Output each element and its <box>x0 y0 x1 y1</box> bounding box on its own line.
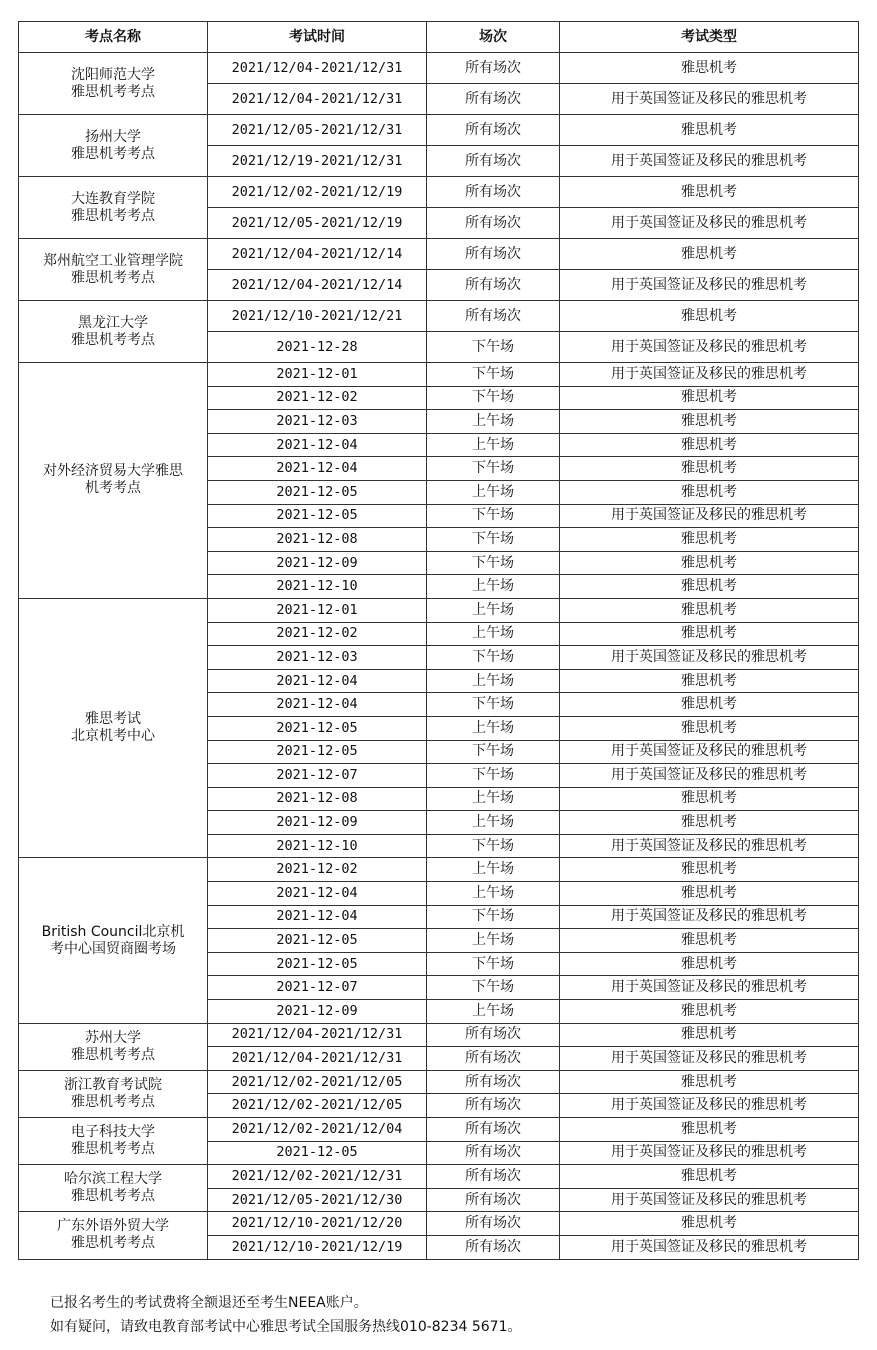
header-session: 场次 <box>427 22 560 53</box>
exam-date-cell: 2021/12/10-2021/12/20 <box>208 1212 427 1236</box>
session-cell: 所有场次 <box>427 1235 560 1259</box>
session-cell: 所有场次 <box>427 1165 560 1189</box>
session-cell: 所有场次 <box>427 1023 560 1047</box>
session-cell: 所有场次 <box>427 239 560 270</box>
exam-date-cell: 2021/12/10-2021/12/21 <box>208 301 427 332</box>
exam-type-cell: 雅思机考 <box>560 301 859 332</box>
exam-date-cell: 2021/12/04-2021/12/31 <box>208 53 427 84</box>
exam-type-cell: 雅思机考 <box>560 669 859 693</box>
exam-type-cell: 雅思机考 <box>560 716 859 740</box>
exam-date-cell: 2021-12-05 <box>208 1141 427 1165</box>
exam-date-cell: 2021-12-10 <box>208 575 427 599</box>
exam-date-cell: 2021-12-28 <box>208 332 427 363</box>
session-cell: 所有场次 <box>427 146 560 177</box>
exam-date-cell: 2021-12-02 <box>208 386 427 410</box>
exam-date-cell: 2021-12-04 <box>208 457 427 481</box>
session-cell: 下午场 <box>427 386 560 410</box>
session-cell: 所有场次 <box>427 208 560 239</box>
exam-date-cell: 2021-12-04 <box>208 433 427 457</box>
exam-date-cell: 2021-12-09 <box>208 551 427 575</box>
session-cell: 上午场 <box>427 480 560 504</box>
exam-type-cell: 雅思机考 <box>560 575 859 599</box>
table-header-row <box>19 22 859 53</box>
exam-date-cell: 2021-12-04 <box>208 669 427 693</box>
exam-date-cell: 2021-12-05 <box>208 480 427 504</box>
session-cell: 所有场次 <box>427 1188 560 1212</box>
exam-date-cell: 2021-12-05 <box>208 952 427 976</box>
venue-name-cell: British Council北京机 考中心国贸商圈考场 <box>19 858 208 1023</box>
exam-type-cell: 用于英国签证及移民的雅思机考 <box>560 332 859 363</box>
exam-type-cell: 雅思机考 <box>560 410 859 434</box>
exam-date-cell: 2021/12/05-2021/12/19 <box>208 208 427 239</box>
exam-type-cell: 用于英国签证及移民的雅思机考 <box>560 976 859 1000</box>
session-cell: 下午场 <box>427 646 560 670</box>
refund-notice: 已报名考生的考试费将全额退还至考生NEEA账户。 <box>50 1295 368 1311</box>
exam-date-cell: 2021-12-09 <box>208 811 427 835</box>
exam-date-cell: 2021/12/05-2021/12/30 <box>208 1188 427 1212</box>
session-cell: 所有场次 <box>427 1118 560 1142</box>
table-row <box>19 1023 859 1047</box>
exam-type-cell: 雅思机考 <box>560 1023 859 1047</box>
exam-type-cell: 雅思机考 <box>560 551 859 575</box>
table-row <box>19 598 859 622</box>
session-cell: 下午场 <box>427 504 560 528</box>
session-cell: 上午场 <box>427 882 560 906</box>
exam-type-cell: 雅思机考 <box>560 1165 859 1189</box>
exam-date-cell: 2021-12-03 <box>208 410 427 434</box>
session-cell: 下午场 <box>427 834 560 858</box>
session-cell: 所有场次 <box>427 1141 560 1165</box>
session-cell: 所有场次 <box>427 270 560 301</box>
hotline-notice: 如有疑问，请致电教育部考试中心雅思考试全国服务热线010-8234 5671。 <box>50 1319 522 1335</box>
table-row <box>19 1070 859 1094</box>
session-cell: 所有场次 <box>427 1070 560 1094</box>
exam-type-cell: 雅思机考 <box>560 622 859 646</box>
venue-name-cell: 哈尔滨工程大学 雅思机考考点 <box>19 1165 208 1212</box>
exam-type-cell: 雅思机考 <box>560 239 859 270</box>
exam-type-cell: 雅思机考 <box>560 457 859 481</box>
exam-type-cell: 雅思机考 <box>560 115 859 146</box>
session-cell: 下午场 <box>427 976 560 1000</box>
exam-date-cell: 2021/12/02-2021/12/05 <box>208 1070 427 1094</box>
session-cell: 所有场次 <box>427 1094 560 1118</box>
table-row <box>19 1165 859 1189</box>
session-cell: 上午场 <box>427 1000 560 1024</box>
session-cell: 下午场 <box>427 952 560 976</box>
session-cell: 上午场 <box>427 787 560 811</box>
exam-type-cell: 用于英国签证及移民的雅思机考 <box>560 905 859 929</box>
session-cell: 所有场次 <box>427 1047 560 1071</box>
venue-name-cell: 广东外语外贸大学 雅思机考考点 <box>19 1212 208 1259</box>
exam-type-cell: 用于英国签证及移民的雅思机考 <box>560 270 859 301</box>
exam-type-cell: 雅思机考 <box>560 433 859 457</box>
exam-type-cell: 雅思机考 <box>560 1212 859 1236</box>
table-row <box>19 1212 859 1236</box>
exam-date-cell: 2021-12-04 <box>208 882 427 906</box>
exam-type-cell: 用于英国签证及移民的雅思机考 <box>560 504 859 528</box>
exam-type-cell: 雅思机考 <box>560 1070 859 1094</box>
session-cell: 所有场次 <box>427 1212 560 1236</box>
header-exam-time: 考试时间 <box>208 22 427 53</box>
exam-date-cell: 2021-12-07 <box>208 976 427 1000</box>
session-cell: 所有场次 <box>427 84 560 115</box>
venue-name-cell: 电子科技大学 雅思机考考点 <box>19 1118 208 1165</box>
exam-date-cell: 2021-12-07 <box>208 764 427 788</box>
exam-type-cell: 用于英国签证及移民的雅思机考 <box>560 740 859 764</box>
exam-date-cell: 2021-12-08 <box>208 528 427 552</box>
table-row <box>19 177 859 208</box>
exam-date-cell: 2021-12-05 <box>208 740 427 764</box>
venue-name-cell: 黑龙江大学 雅思机考考点 <box>19 301 208 363</box>
exam-type-cell: 用于英国签证及移民的雅思机考 <box>560 208 859 239</box>
venue-name-cell: 对外经济贸易大学雅思 机考考点 <box>19 363 208 599</box>
exam-type-cell: 雅思机考 <box>560 177 859 208</box>
exam-type-cell: 雅思机考 <box>560 1118 859 1142</box>
session-cell: 下午场 <box>427 363 560 387</box>
exam-type-cell: 用于英国签证及移民的雅思机考 <box>560 834 859 858</box>
venue-name-cell: 扬州大学 雅思机考考点 <box>19 115 208 177</box>
session-cell: 下午场 <box>427 332 560 363</box>
exam-type-cell: 雅思机考 <box>560 528 859 552</box>
session-cell: 上午场 <box>427 410 560 434</box>
table-row <box>19 1118 859 1142</box>
exam-date-cell: 2021/12/02-2021/12/05 <box>208 1094 427 1118</box>
exam-type-cell: 用于英国签证及移民的雅思机考 <box>560 764 859 788</box>
exam-type-cell: 用于英国签证及移民的雅思机考 <box>560 1141 859 1165</box>
session-cell: 上午场 <box>427 575 560 599</box>
exam-date-cell: 2021/12/04-2021/12/14 <box>208 239 427 270</box>
session-cell: 所有场次 <box>427 53 560 84</box>
exam-type-cell: 雅思机考 <box>560 53 859 84</box>
session-cell: 上午场 <box>427 716 560 740</box>
session-cell: 所有场次 <box>427 115 560 146</box>
exam-schedule-table <box>18 21 859 1260</box>
exam-date-cell: 2021-12-05 <box>208 504 427 528</box>
exam-date-cell: 2021/12/10-2021/12/19 <box>208 1235 427 1259</box>
exam-type-cell: 雅思机考 <box>560 693 859 717</box>
exam-type-cell: 雅思机考 <box>560 386 859 410</box>
exam-date-cell: 2021-12-03 <box>208 646 427 670</box>
venue-name-cell: 苏州大学 雅思机考考点 <box>19 1023 208 1070</box>
venue-name-cell: 浙江教育考试院 雅思机考考点 <box>19 1070 208 1117</box>
exam-type-cell: 用于英国签证及移民的雅思机考 <box>560 146 859 177</box>
exam-type-cell: 用于英国签证及移民的雅思机考 <box>560 1047 859 1071</box>
session-cell: 下午场 <box>427 457 560 481</box>
exam-date-cell: 2021-12-04 <box>208 905 427 929</box>
exam-date-cell: 2021/12/04-2021/12/31 <box>208 84 427 115</box>
venue-name-cell: 大连教育学院 雅思机考考点 <box>19 177 208 239</box>
exam-type-cell: 雅思机考 <box>560 952 859 976</box>
exam-type-cell: 雅思机考 <box>560 787 859 811</box>
exam-date-cell: 2021-12-05 <box>208 929 427 953</box>
session-cell: 上午场 <box>427 811 560 835</box>
exam-date-cell: 2021/12/19-2021/12/31 <box>208 146 427 177</box>
session-cell: 下午场 <box>427 740 560 764</box>
exam-type-cell: 用于英国签证及移民的雅思机考 <box>560 1235 859 1259</box>
session-cell: 上午场 <box>427 929 560 953</box>
exam-date-cell: 2021/12/04-2021/12/14 <box>208 270 427 301</box>
exam-type-cell: 雅思机考 <box>560 811 859 835</box>
exam-date-cell: 2021-12-04 <box>208 693 427 717</box>
exam-type-cell: 用于英国签证及移民的雅思机考 <box>560 646 859 670</box>
table-row <box>19 53 859 84</box>
exam-type-cell: 雅思机考 <box>560 929 859 953</box>
table-row <box>19 239 859 270</box>
session-cell: 上午场 <box>427 669 560 693</box>
exam-type-cell: 用于英国签证及移民的雅思机考 <box>560 1094 859 1118</box>
exam-type-cell: 雅思机考 <box>560 882 859 906</box>
exam-type-cell: 用于英国签证及移民的雅思机考 <box>560 363 859 387</box>
exam-type-cell: 雅思机考 <box>560 480 859 504</box>
exam-date-cell: 2021-12-02 <box>208 622 427 646</box>
exam-date-cell: 2021/12/02-2021/12/19 <box>208 177 427 208</box>
exam-date-cell: 2021-12-09 <box>208 1000 427 1024</box>
session-cell: 上午场 <box>427 622 560 646</box>
exam-date-cell: 2021/12/05-2021/12/31 <box>208 115 427 146</box>
exam-type-cell: 用于英国签证及移民的雅思机考 <box>560 1188 859 1212</box>
header-exam-type: 考试类型 <box>560 22 859 53</box>
session-cell: 所有场次 <box>427 177 560 208</box>
exam-date-cell: 2021/12/02-2021/12/04 <box>208 1118 427 1142</box>
table-row <box>19 858 859 882</box>
exam-date-cell: 2021/12/04-2021/12/31 <box>208 1047 427 1071</box>
venue-name-cell: 郑州航空工业管理学院 雅思机考考点 <box>19 239 208 301</box>
exam-type-cell: 雅思机考 <box>560 1000 859 1024</box>
session-cell: 下午场 <box>427 764 560 788</box>
session-cell: 下午场 <box>427 551 560 575</box>
table-row <box>19 115 859 146</box>
exam-type-cell: 雅思机考 <box>560 858 859 882</box>
table-body <box>19 53 859 1260</box>
header-venue-name: 考点名称 <box>19 22 208 53</box>
exam-date-cell: 2021-12-02 <box>208 858 427 882</box>
session-cell: 下午场 <box>427 528 560 552</box>
session-cell: 下午场 <box>427 905 560 929</box>
session-cell: 下午场 <box>427 693 560 717</box>
exam-date-cell: 2021-12-08 <box>208 787 427 811</box>
session-cell: 上午场 <box>427 433 560 457</box>
table-row <box>19 301 859 332</box>
session-cell: 上午场 <box>427 858 560 882</box>
session-cell: 所有场次 <box>427 301 560 332</box>
exam-date-cell: 2021-12-01 <box>208 363 427 387</box>
exam-date-cell: 2021/12/04-2021/12/31 <box>208 1023 427 1047</box>
exam-date-cell: 2021/12/02-2021/12/31 <box>208 1165 427 1189</box>
venue-name-cell: 沈阳师范大学 雅思机考考点 <box>19 53 208 115</box>
exam-date-cell: 2021-12-05 <box>208 716 427 740</box>
venue-name-cell: 雅思考试 北京机考中心 <box>19 598 208 858</box>
exam-date-cell: 2021-12-10 <box>208 834 427 858</box>
table-row <box>19 363 859 387</box>
exam-date-cell: 2021-12-01 <box>208 598 427 622</box>
exam-type-cell: 雅思机考 <box>560 598 859 622</box>
session-cell: 上午场 <box>427 598 560 622</box>
exam-type-cell: 用于英国签证及移民的雅思机考 <box>560 84 859 115</box>
